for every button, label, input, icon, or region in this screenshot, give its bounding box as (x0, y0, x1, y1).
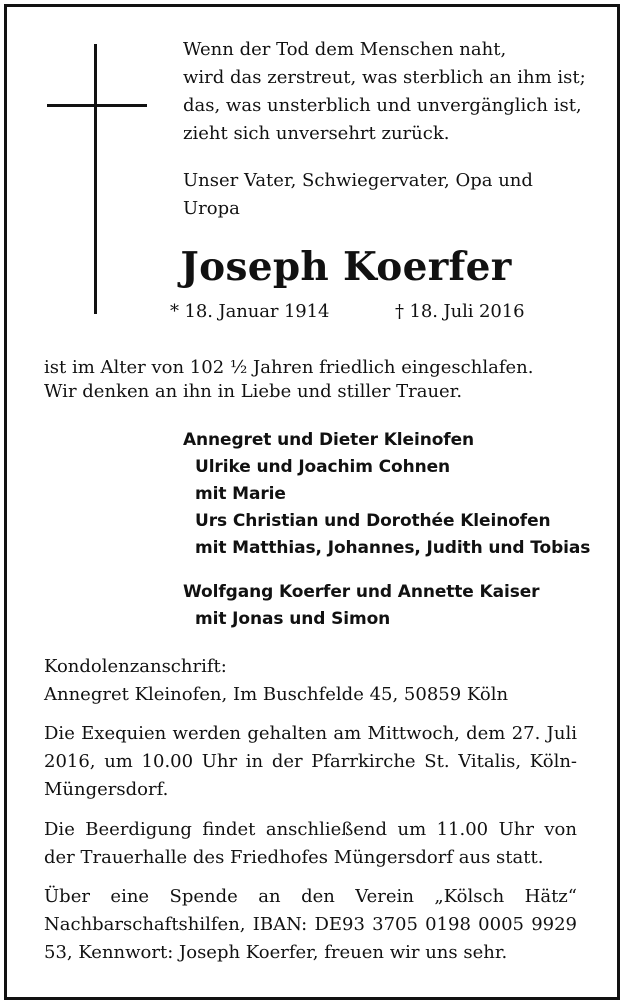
poem-line: Wenn der Tod dem Menschen naht, (183, 39, 507, 60)
relation-line: Uropa (183, 198, 240, 219)
family-member: mit Marie (195, 484, 286, 504)
deceased-name: Joseph Koerfer (180, 244, 512, 290)
relation (183, 167, 533, 223)
relation-line: Unser Vater, Schwiegervater, Opa und (183, 170, 533, 191)
donation-paragraph: Über eine Spende an den Verein „Kölsch Hätz“ Nachbarschaftshilfen, IBAN: DE93 3705 0198 0005 9929 53, Kennwort: Joseph Koerfer, freuen wir uns sehr. (44, 886, 577, 963)
burial-paragraph: Die Beerdigung findet anschließend um 11.00 Uhr von der Trauerhalle des Friedhofes Müngersdorf aus statt. (44, 819, 577, 868)
poem-line: zieht sich unversehrt zurück. (183, 123, 450, 144)
poem (183, 36, 586, 148)
death-date: † 18. Juli 2016 (395, 301, 525, 322)
cross-icon-bar (47, 104, 147, 107)
family-group-2 (183, 579, 539, 633)
exequies-paragraph: Die Exequien werden gehalten am Mittwoch, dem 27. Juli 2016, um 10.00 Uhr in der Pfarrkirche St. Vitalis, Köln-Müngersdorf. (44, 723, 577, 800)
family-member: Urs Christian und Dorothée Kleinofen (195, 511, 551, 531)
family-group-1 (183, 427, 590, 562)
intro-line: ist im Alter von 102 ½ Jahren friedlich eingeschlafen. (44, 357, 534, 378)
intro (44, 356, 533, 404)
condolence-label: Kondolenzanschrift: (44, 656, 227, 677)
condolence-address (44, 653, 508, 709)
poem-line: wird das zerstreut, was sterblich an ihm ist; (183, 67, 586, 88)
family-member: Ulrike und Joachim Cohnen (195, 457, 451, 477)
intro-line: Wir denken an ihn in Liebe und stiller Trauer. (44, 381, 463, 402)
family-member: mit Matthias, Johannes, Judith und Tobias (195, 538, 591, 558)
family-member: mit Jonas und Simon (195, 609, 391, 629)
poem-line: das, was unsterblich und unvergänglich ist, (183, 95, 582, 116)
family-member: Wolfgang Koerfer und Annette Kaiser (183, 582, 540, 602)
condolence-address-line: Annegret Kleinofen, Im Buschfelde 45, 50859 Köln (44, 684, 509, 705)
birth-date: * 18. Januar 1914 (170, 301, 330, 322)
family-member: Annegret und Dieter Kleinofen (183, 430, 475, 450)
